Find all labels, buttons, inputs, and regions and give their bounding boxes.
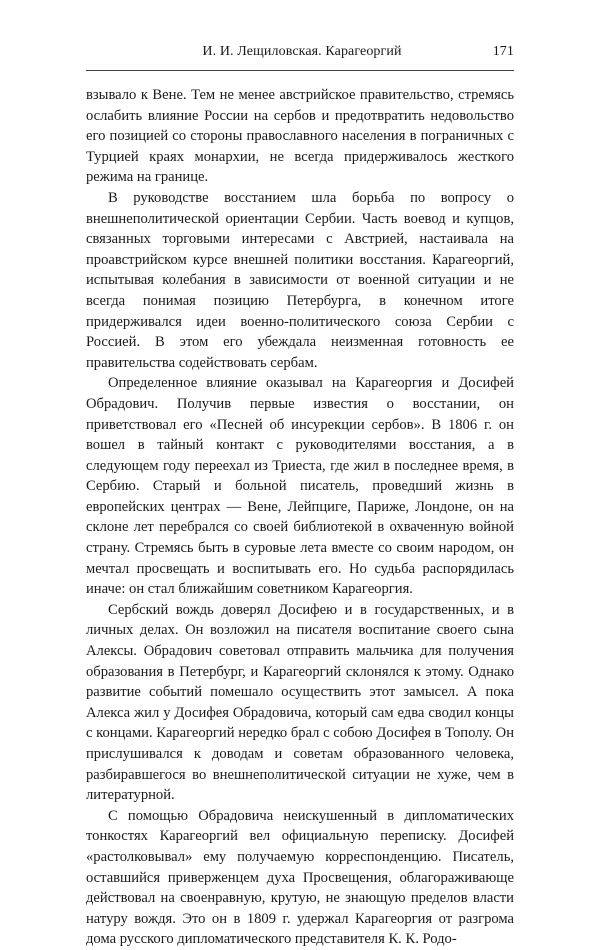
running-head-title: И. И. Лещиловская. Карагеоргий xyxy=(202,44,402,59)
page-number: 171 xyxy=(492,44,514,59)
body-text xyxy=(86,85,514,950)
paragraph-continuation: взывало к Вене. Тем не менее австрийское правительство, стремясь ослабить влияние России на сербов и предотвратить недовольство его позицией со стороны православного населения в пограничных с Турцией краях монархии, не всегда придерживалось жесткого режима на границе. xyxy=(86,87,514,186)
paragraph: С помощью Обрадовича неискушенный в дипломатических тонкостях Карагеоргий вел официальную переписку. Досифей «растолковывал» ему получаемую корреспонденцию. Писатель, оставшийся приверженцем духа Просвещения, облагораживающе действовал на своенравную, крутую, не знающую пределов власти натуру вождя. Это он в 1809 г. удержал Карагеоргия от разгрома дома русского дипломатического представителя К. К. Родо- xyxy=(86,807,514,948)
paragraph: В руководстве восстанием шла борьба по вопросу о внешнеполитической ориентации Сербии. Часть воевод и купцов, связанных торговыми интересами с Австрией, настаивала на проавстрийском курсе внешней политики восстания. Карагеоргий, испытывая колебания в зависимости от военной ситуации и не всегда понимая позицию Петербурга, в конечном итоге придерживался идеи военно-политического союза Сербии с Россией. В этом его убеждала неизменная готовность ее правительства содействовать сербам. xyxy=(86,189,514,371)
header-rule xyxy=(86,70,514,71)
paragraph: Определенное влияние оказывал на Карагеоргия и Досифей Обрадович. Получив первые известия о восстании, он приветствовал его «Песней об инсурекции сербов». В 1806 г. он вошел в тайный контакт с руководителями восстания, а в следующем году переехал из Триеста, где жил в последнее время, в Сербию. Старый и больной писатель, проведший жизнь в европейских центрах — Вене, Лейпциге, Париже, Лондоне, он на склоне лет перебрался со своей библиотекой в охваченную войной страну. Стремясь быть в суровые лета вместе со своим народом, он мечтал просвещать и воспитывать его. Но судьба распорядилась иначе: он стал ближайшим советником Карагеоргия. xyxy=(86,375,514,598)
paragraph: Сербский вождь доверял Досифею и в государственных, и в личных делах. Он возложил на писателя воспитание своего сына Алексы. Обрадович советовал отправить мальчика для получения образования в Петербург, и Карагеоргий склонялся к этому. Однако развитие событий помешало осуществить этот замысел. А пока Алекса жил у Досифея Обрадовича, который сам едва сводил концы с концами. Карагеоргий нередко брал с собою Досифея в Тополу. Он прислушивался к доводам и советам образованного человека, разбиравшегося во внешнеполитической ситуации не хуже, чем в литературной. xyxy=(86,601,514,804)
running-head xyxy=(86,44,514,72)
